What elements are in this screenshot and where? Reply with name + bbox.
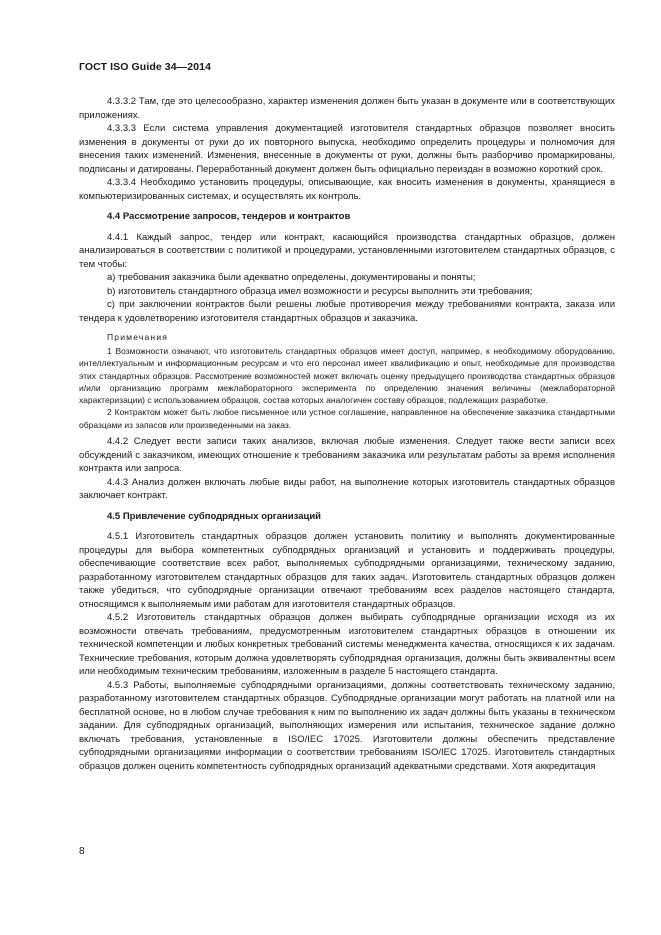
paragraph-4-3-3-4: 4.3.3.4 Необходимо установить процедуры, описывающие, как вносить изменения в документы, хранящиеся в компьютеризированных системах, и осуществлять их контроль.	[79, 177, 615, 202]
paragraph-4-4-1: 4.4.1 Каждый запрос, тендер или контракт, касающийся производства стандартных образцов, должен анализироваться в соответствии с политикой и процедурами, установленными изготовителем стандартных образцов, с тем чтобы:	[79, 231, 615, 270]
list-item-a: a) требования заказчика были адекватно определены, документированы и поняты;	[107, 272, 476, 283]
note-2: 2 Контрактом может быть любое письменное или устное соглашение, направленное на обеспечение заказчика стандартными образцами из запасов или произведенными на заказ.	[79, 407, 615, 430]
paragraph-4-5-3: 4.5.3 Работы, выполняемые субподрядными организациями, должны соответствовать техническому заданию, разработанному изготовителем стандартных образцов. Субподрядные организации могут работать на платной или на бесплатной основе, но в любом случае требования к ним по выполнению их задач должны быть указаны в техническом задании. Для субподрядных организаций, выполняющих измерения или испытания, техническое задание должно включать требования, установленные в ISO/IEC 17025. Изготовители должны обеспечить представление субподрядными организациями информации о соответствии требованиям ISO/IEC 17025. Изготовитель стандартных образцов должен оценить компетентность субподрядных организаций адекватными средствами. Хотя аккредитация	[79, 679, 615, 772]
list-item-c: c) при заключении контрактов были решены любые противоречия между требованиями контракта, заказа или тендера к удовлетворению изготовителя стандартных образцов и заказчика.	[79, 299, 615, 324]
list-item-b: b) изготовитель стандартного образца имел возможности и ресурсы выполнить эти требования;	[107, 285, 533, 297]
paragraph-4-5-2: 4.5.2 Изготовитель стандартных образцов должен выбирать субподрядные организации исходя из их возможности отвечать требованиям, предусмотренным изготовителем стандартных образцов в отношении их технической компетенции и любых конкретных требований системы менеджмента качества, относящихся к их задачам. Технические требования, которым должна удовлетворять субподрядная организация, должны быть эквивалентны всем или необходимым техническим требованиям, изложенным в разделе 5 настоящего стандарта.	[79, 612, 615, 678]
paragraph-4-5-1: 4.5.1 Изготовитель стандартных образцов должен установить политику и выполнять документированные процедуры для выбора компетентных субподрядных организаций и установить и поддерживать процедуры, обеспечивающие соответствие всех работ, выполняемых субподрядными организациями, техническому заданию, разработанному изготовителем стандартных образцов для таких задач. Изготовитель стандартных образцов должен также убедиться, что субподрядные организации отвечают требованиям всех разделов настоящего стандарта, относящимся к выполняемым ими работам для изготовителя стандартных образцов.	[79, 531, 615, 610]
paragraph-4-3-3-2: 4.3.3.2 Там, где это целесообразно, характер изменения должен быть указан в документе или в соответствующих приложениях.	[79, 96, 615, 121]
section-heading-4-5: 4.5 Привлечение субподрядных организаций	[107, 510, 322, 522]
paragraph-4-3-3-3: 4.3.3.3 Если система управления документацией изготовителя стандартных образцов позволяет вносить изменения в документы от руки до их повторного выпуска, необходимо определить процедуры и полномочия для внесения таких изменений. Изменения, внесенные в документы от руки, должны быть разборчиво промаркированы, подписаны и датированы. Переработанный документ должен быть официально переиздан в возможно короткий срок.	[79, 123, 615, 175]
paragraph-4-4-2: 4.4.2 Следует вести записи таких анализов, включая любые изменения. Следует также вести записи всех обсуждений с заказчиком, имеющих отношение к требованиям заказчика или результатам работы за время исполнения контракта или запроса.	[79, 436, 615, 475]
document-header: ГОСТ ISO Guide 34—2014	[79, 61, 212, 73]
paragraph-4-4-3: 4.4.3 Анализ должен включать любые виды работ, на выполнение которых изготовитель стандартных образцов заключает контракт.	[79, 476, 615, 502]
note-1: 1 Возможности означают, что изготовитель стандартных образцов имеет доступ, например, к необходимому оборудованию, интеллектуальным и информационным ресурсам и что его персонал имеет квалификацию и опыт, необходимые для производства этих стандартных образцов. Рассмотрение возможностей может включать оценку предыдущего производства стандартных образцов и/или организацию программ межлабораторного эксперимента по определению значения величины (межлабораторной характеризации) с использованием образцов, состав которых аналогичен составу образцов, подлежащих разработке.	[79, 346, 615, 406]
page-number: 8	[79, 846, 85, 857]
document-body	[79, 95, 615, 773]
notes-title: Примечания	[107, 332, 169, 342]
section-heading-4-4: 4.4 Рассмотрение запросов, тендеров и контрактов	[107, 211, 351, 222]
